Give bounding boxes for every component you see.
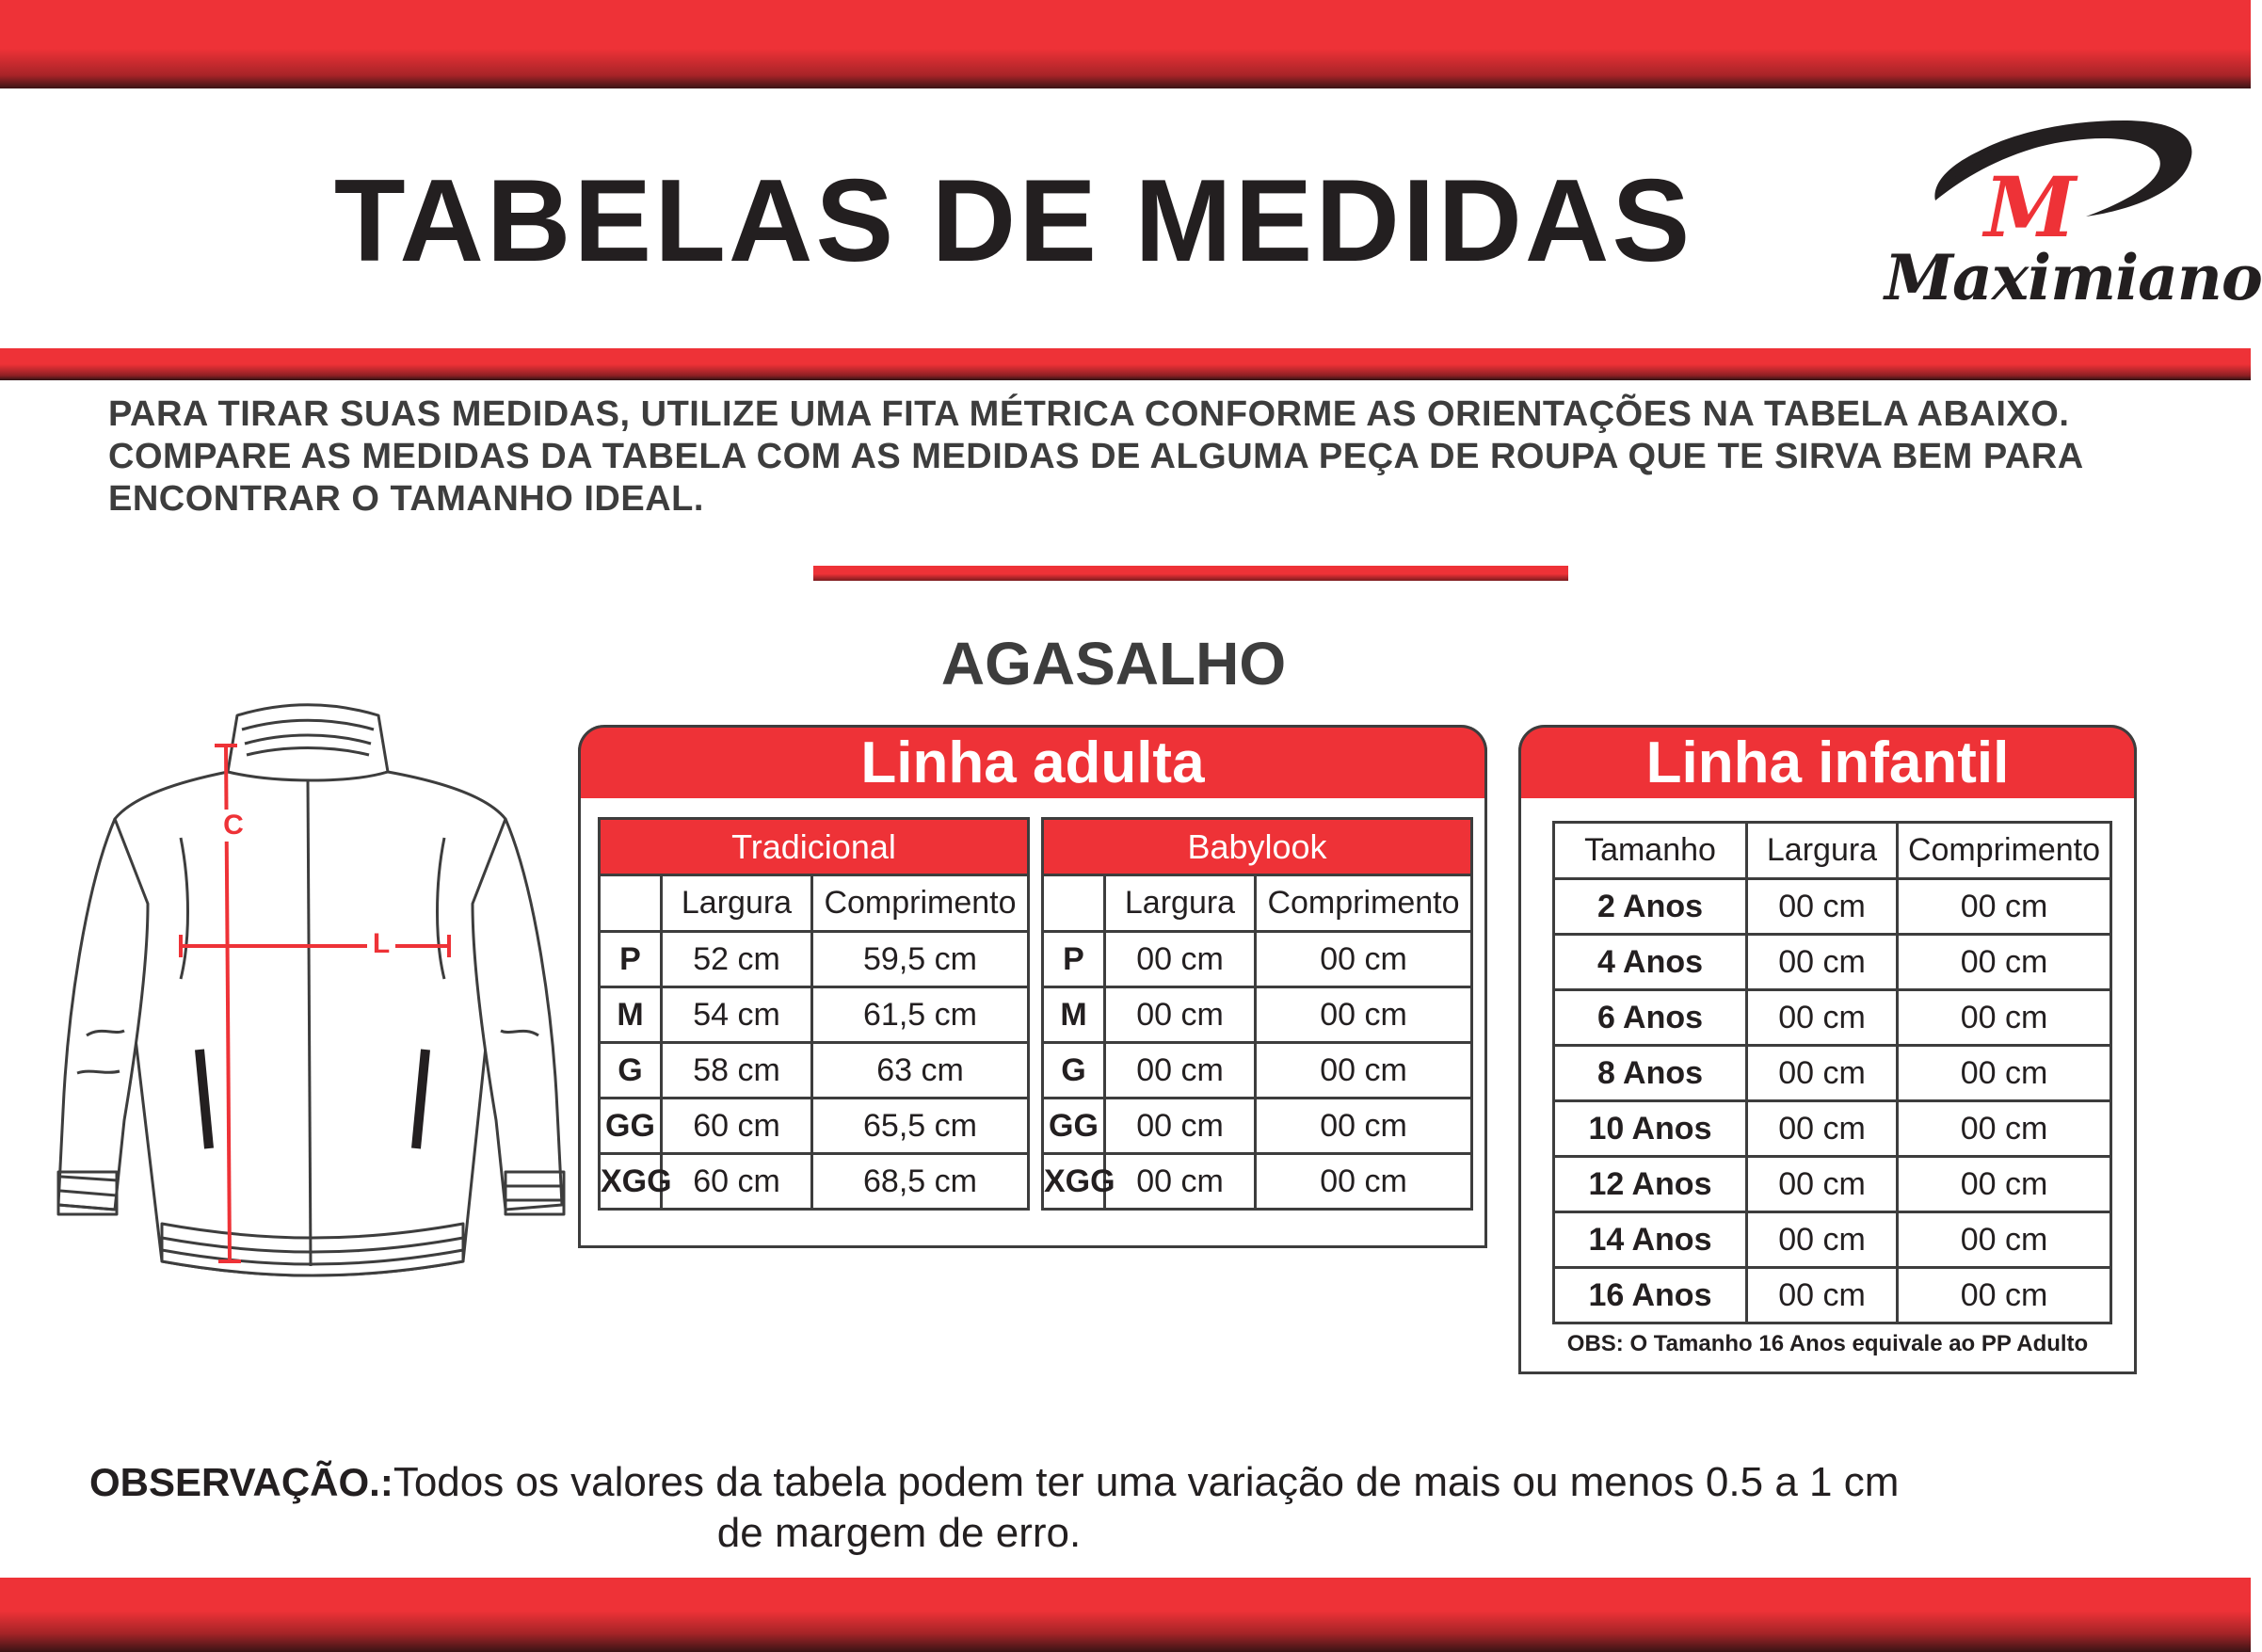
largura-cell: 00 cm — [1747, 935, 1898, 990]
table-row — [1554, 1101, 2111, 1157]
comprimento-cell: 68,5 cm — [812, 1154, 1029, 1210]
largura-cell: 00 cm — [1105, 987, 1256, 1043]
comprimento-cell: 00 cm — [1898, 879, 2111, 935]
adult-panel-title: Linha adulta — [860, 730, 1205, 795]
table-row — [1554, 879, 2111, 935]
size-cell: 4 Anos — [1554, 935, 1747, 990]
size-cell: 8 Anos — [1554, 1046, 1747, 1101]
size-cell: P — [1043, 932, 1105, 987]
babylook-caption: Babylook — [1043, 819, 1472, 875]
largura-cell: 00 cm — [1105, 932, 1256, 987]
size-cell: GG — [600, 1099, 662, 1154]
comprimento-cell: 00 cm — [1256, 932, 1472, 987]
comprimento-cell: 00 cm — [1898, 1101, 2111, 1157]
bottom-band — [0, 1578, 2251, 1652]
instructions — [108, 393, 2179, 521]
infantil-panel-title: Linha infantil — [1645, 730, 2010, 795]
largura-cell: 00 cm — [1105, 1099, 1256, 1154]
size-cell: GG — [1043, 1099, 1105, 1154]
jacket-icon — [49, 697, 576, 1271]
table-row — [1554, 1212, 2111, 1268]
table-row — [1043, 1043, 1472, 1099]
middle-band — [0, 348, 2251, 380]
table-row — [600, 987, 1029, 1043]
brand-logo — [1879, 111, 2262, 328]
column-header: Largura — [662, 875, 812, 932]
tradicional-table — [598, 817, 1030, 1211]
comprimento-cell: 65,5 cm — [812, 1099, 1029, 1154]
column-header: Comprimento — [812, 875, 1029, 932]
tradicional-caption: Tradicional — [600, 819, 1029, 875]
column-header: Largura — [1747, 823, 1898, 879]
table-row — [1043, 932, 1472, 987]
table-row — [600, 1154, 1029, 1210]
size-cell: G — [600, 1043, 662, 1099]
table-row — [1554, 1268, 2111, 1323]
instruction-line: ENCONTRAR O TAMANHO IDEAL. — [108, 479, 704, 519]
logo-wordmark: Maximiano — [1885, 241, 2262, 314]
largura-cell: 00 cm — [1105, 1043, 1256, 1099]
comprimento-cell: 00 cm — [1898, 1212, 2111, 1268]
comprimento-cell: 63 cm — [812, 1043, 1029, 1099]
babylook-table — [1041, 817, 1473, 1211]
largura-cell: 54 cm — [662, 987, 812, 1043]
size-cell: XGG — [1043, 1154, 1105, 1210]
largura-cell: 52 cm — [662, 932, 812, 987]
largura-cell: 00 cm — [1747, 1212, 1898, 1268]
size-cell: XGG — [600, 1154, 662, 1210]
largura-cell: 00 cm — [1747, 879, 1898, 935]
section-title: AGASALHO — [940, 630, 1287, 698]
size-cell: P — [600, 932, 662, 987]
table-row — [1554, 990, 2111, 1046]
jacket-diagram — [49, 697, 576, 1271]
column-header: Comprimento — [1898, 823, 2111, 879]
largura-cell: 60 cm — [662, 1099, 812, 1154]
largura-cell: 58 cm — [662, 1043, 812, 1099]
l-measure-label: L — [367, 928, 395, 960]
table-row — [1043, 987, 1472, 1043]
blank-header — [600, 875, 662, 932]
observation-line2: de margem de erro. — [716, 1510, 1082, 1556]
largura-cell: 00 cm — [1747, 1101, 1898, 1157]
largura-cell: 60 cm — [662, 1154, 812, 1210]
size-cell: 14 Anos — [1554, 1212, 1747, 1268]
instruction-line: COMPARE AS MEDIDAS DA TABELA COM AS MEDIDAS DE ALGUMA PEÇA DE ROUPA QUE TE SIRVA BEM PARA — [108, 437, 2084, 476]
size-cell: 10 Anos — [1554, 1101, 1747, 1157]
infantil-panel-header — [1518, 725, 2137, 798]
table-row — [1554, 1157, 2111, 1212]
largura-cell: 00 cm — [1747, 1268, 1898, 1323]
comprimento-cell: 59,5 cm — [812, 932, 1029, 987]
c-measure-label: C — [223, 810, 244, 841]
observation-text: Todos os valores da tabela podem ter uma variação de mais ou menos 0.5 a 1 cm — [393, 1459, 1900, 1505]
comprimento-cell: 00 cm — [1256, 1043, 1472, 1099]
observation — [89, 1457, 2160, 1508]
table-row — [600, 1043, 1029, 1099]
comprimento-cell: 00 cm — [1898, 935, 2111, 990]
blank-header — [1043, 875, 1105, 932]
largura-cell: 00 cm — [1747, 1046, 1898, 1101]
adult-panel-header — [578, 725, 1487, 798]
infantil-table — [1552, 821, 2112, 1324]
table-row — [1554, 935, 2111, 990]
column-header: Comprimento — [1256, 875, 1472, 932]
size-cell: M — [1043, 987, 1105, 1043]
table-row — [1043, 1154, 1472, 1210]
instruction-line: PARA TIRAR SUAS MEDIDAS, UTILIZE UMA FITA MÉTRICA CONFORME AS ORIENTAÇÕES NA TABELA ABAIXO. — [108, 394, 2070, 434]
section-divider — [813, 566, 1568, 581]
column-header: Tamanho — [1554, 823, 1747, 879]
largura-cell: 00 cm — [1105, 1154, 1256, 1210]
logo-monogram: M — [1984, 158, 2077, 256]
table-row — [1554, 1046, 2111, 1101]
comprimento-cell: 00 cm — [1898, 1268, 2111, 1323]
table-row — [600, 1099, 1029, 1154]
largura-cell: 00 cm — [1747, 1157, 1898, 1212]
comprimento-cell: 00 cm — [1256, 1099, 1472, 1154]
size-cell: 16 Anos — [1554, 1268, 1747, 1323]
size-cell: 6 Anos — [1554, 990, 1747, 1046]
observation-label: OBSERVAÇÃO.: — [89, 1460, 393, 1504]
size-cell: 2 Anos — [1554, 879, 1747, 935]
comprimento-cell: 00 cm — [1898, 990, 2111, 1046]
page-title: TABELAS DE MEDIDAS — [333, 156, 1693, 286]
adult-panel — [578, 725, 1487, 1248]
table-row — [600, 932, 1029, 987]
comprimento-cell: 00 cm — [1898, 1046, 2111, 1101]
comprimento-cell: 61,5 cm — [812, 987, 1029, 1043]
top-band — [0, 0, 2251, 88]
comprimento-cell: 00 cm — [1256, 1154, 1472, 1210]
comprimento-cell: 00 cm — [1256, 987, 1472, 1043]
table-row — [1043, 1099, 1472, 1154]
size-cell: G — [1043, 1043, 1105, 1099]
largura-cell: 00 cm — [1747, 990, 1898, 1046]
infantil-note: OBS: O Tamanho 16 Anos equivale ao PP Adulto — [1566, 1331, 2089, 1356]
size-cell: M — [600, 987, 662, 1043]
comprimento-cell: 00 cm — [1898, 1157, 2111, 1212]
infantil-panel — [1518, 725, 2137, 1374]
size-cell: 12 Anos — [1554, 1157, 1747, 1212]
column-header: Largura — [1105, 875, 1256, 932]
